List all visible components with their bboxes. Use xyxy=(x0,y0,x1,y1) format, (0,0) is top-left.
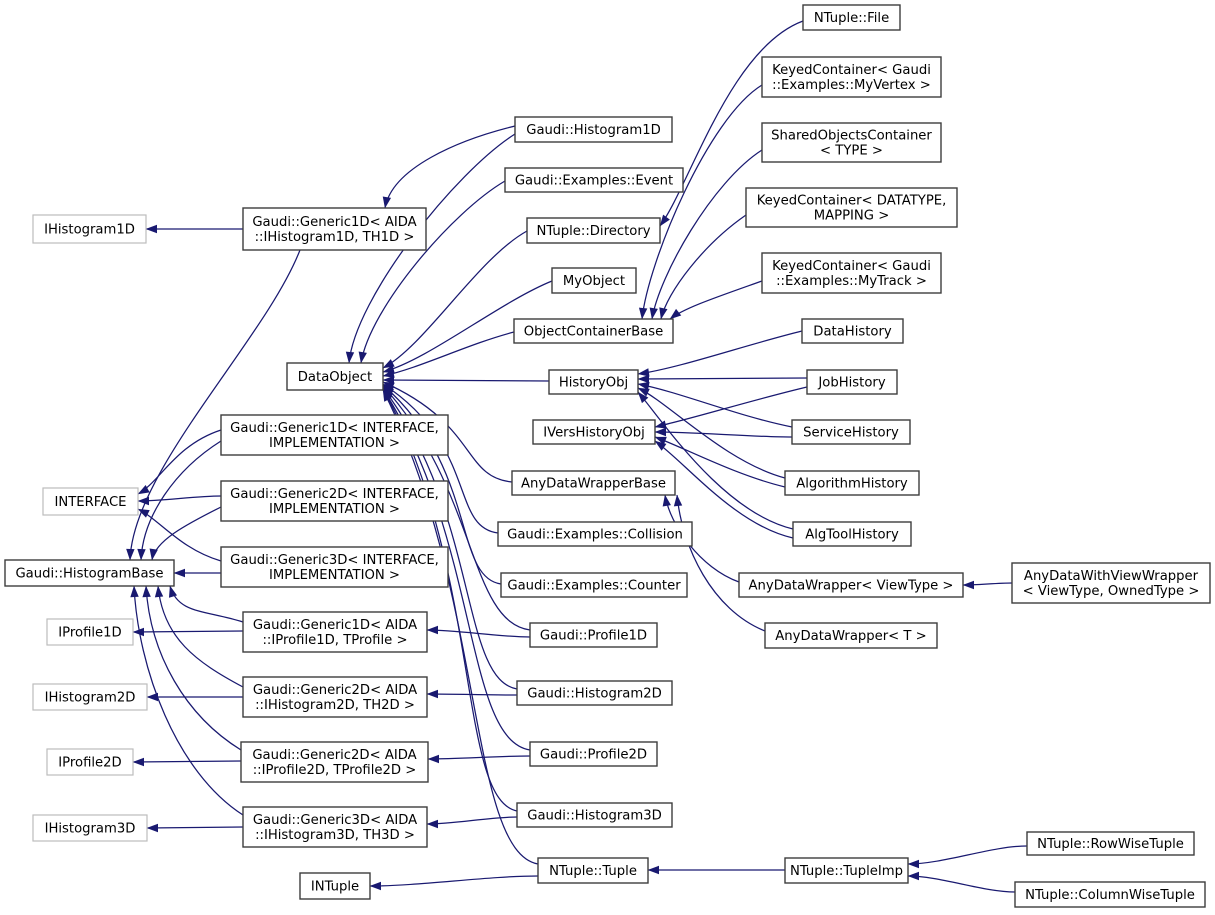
edge-g2d-tprofile2d-to-iprofile2d xyxy=(133,761,241,762)
node-label: ::IHistogram1D, TH1D > xyxy=(254,230,415,246)
edge-algtoolhistory-to-historyobj xyxy=(638,392,793,529)
node-myobject[interactable] xyxy=(552,268,636,293)
node-label: IMPLEMENTATION > xyxy=(269,502,400,518)
edge-g2d-tprofile2d-to-histogrambase xyxy=(146,586,241,750)
node-label: NTuple::Tuple xyxy=(549,864,637,880)
node-label: ::Examples::MyVertex > xyxy=(772,78,931,94)
node-label: INTuple xyxy=(310,879,360,895)
node-interface xyxy=(43,488,138,515)
node-label: ServiceHistory xyxy=(803,425,899,441)
node-histogram2d[interactable] xyxy=(517,681,672,705)
node-label: < TYPE > xyxy=(820,143,883,159)
node-intuple[interactable] xyxy=(300,873,370,899)
node-label: NTuple::RowWiseTuple xyxy=(1037,837,1184,853)
node-label: Gaudi::Histogram1D xyxy=(526,123,661,139)
edge-kc-mytrack-to-objcontbase xyxy=(670,281,762,319)
edge-g2d-ii-to-histogrambase xyxy=(152,507,221,560)
node-adw-viewtype[interactable] xyxy=(739,573,963,597)
node-dataobject[interactable] xyxy=(287,363,383,390)
node-g1d-th1d[interactable] xyxy=(243,208,426,250)
node-label: Gaudi::Generic1D< AIDA xyxy=(252,618,418,634)
nodes-layer xyxy=(5,5,1210,907)
edge-adw-t-to-adwb xyxy=(677,495,765,631)
edge-histogram3d-to-g3d-th3d xyxy=(427,817,517,824)
node-label: Gaudi::Generic3D< INTERFACE, xyxy=(230,553,439,569)
node-jobhistory[interactable] xyxy=(807,370,897,394)
node-label: Gaudi::Generic1D< AIDA xyxy=(252,215,417,231)
node-ihistogram3d xyxy=(33,815,147,841)
node-file[interactable] xyxy=(803,5,900,30)
node-label: SharedObjectsContainer xyxy=(771,128,932,144)
node-histogram1d[interactable] xyxy=(515,117,672,142)
edge-g2d-ii-to-interface xyxy=(138,496,221,501)
node-label: Gaudi::Profile2D xyxy=(539,747,648,763)
node-label: KeyedContainer< Gaudi xyxy=(772,259,931,275)
node-algorithmhistory[interactable] xyxy=(785,471,919,495)
node-label: IHistogram3D xyxy=(44,821,136,837)
node-adwvw[interactable] xyxy=(1012,563,1210,603)
node-columnwise[interactable] xyxy=(1015,882,1205,907)
node-label: Gaudi::Generic2D< INTERFACE, xyxy=(230,487,439,503)
node-label: IHistogram2D xyxy=(44,690,136,706)
edge-adwvw-to-adw-viewtype xyxy=(963,583,1012,585)
node-label: KeyedContainer< DATATYPE, xyxy=(756,193,947,209)
node-label: Gaudi::Examples::Collision xyxy=(507,527,683,543)
node-label: NTuple::ColumnWiseTuple xyxy=(1025,888,1195,904)
node-label: IHistogram1D xyxy=(44,222,135,238)
node-label: NTuple::Directory xyxy=(536,224,651,240)
node-datahistory[interactable] xyxy=(802,319,903,343)
node-label: NTuple::TupleImp xyxy=(790,864,903,880)
node-label: < ViewType, OwnedType > xyxy=(1022,584,1200,600)
node-label: NTuple::File xyxy=(813,11,890,27)
node-g1d-ii[interactable] xyxy=(221,415,448,455)
edge-columnwise-to-tupleimp xyxy=(908,876,1015,892)
node-tupleimp[interactable] xyxy=(785,858,908,883)
node-label: KeyedContainer< Gaudi xyxy=(772,63,931,79)
node-label: AnyDataWithViewWrapper xyxy=(1023,569,1199,585)
edge-g1d-tprofile-to-histogrambase xyxy=(170,586,243,622)
edge-servicehistory-to-ivershistoryobj xyxy=(655,432,792,437)
node-tuple[interactable] xyxy=(538,858,648,883)
edge-kc-datatype-to-objcontbase xyxy=(661,215,746,319)
edge-jobhistory-to-ivershistoryobj xyxy=(655,387,807,427)
node-label: IProfile2D xyxy=(58,755,122,771)
node-label: Gaudi::Profile1D xyxy=(539,628,648,644)
edge-histogram2d-to-g2d-th2d xyxy=(427,694,517,695)
node-profile1d[interactable] xyxy=(530,623,657,647)
node-label: Gaudi::Histogram2D xyxy=(527,686,662,702)
node-label: AnyDataWrapperBase xyxy=(520,476,667,492)
node-label: AnyDataWrapper< T > xyxy=(775,629,927,645)
node-label: MAPPING > xyxy=(813,208,890,224)
node-label: Gaudi::Histogram3D xyxy=(527,808,662,824)
node-g1d-tprofile[interactable] xyxy=(243,612,427,652)
node-servicehistory[interactable] xyxy=(792,420,910,444)
node-collision[interactable] xyxy=(498,522,692,546)
edge-g3d-th3d-to-ihistogram3d xyxy=(147,827,243,828)
node-label: ::IProfile2D, TProfile2D > xyxy=(252,763,417,779)
edge-historyobj-to-dataobject xyxy=(383,380,549,381)
node-g2d-tprofile2d[interactable] xyxy=(241,742,428,782)
edge-jobhistory-to-historyobj xyxy=(638,378,807,379)
node-label: Gaudi::Examples::Event xyxy=(514,173,674,189)
node-g3d-th3d[interactable] xyxy=(243,807,427,847)
node-g2d-th2d[interactable] xyxy=(243,677,427,717)
edge-algorithmhistory-to-historyobj xyxy=(638,388,785,478)
node-label: AlgorithmHistory xyxy=(796,476,908,492)
node-label: ::IHistogram2D, TH2D > xyxy=(255,698,415,714)
node-label: ObjectContainerBase xyxy=(523,324,664,340)
node-histogrambase[interactable] xyxy=(5,560,174,586)
node-directory[interactable] xyxy=(527,218,660,243)
node-iprofile1d xyxy=(47,619,133,645)
node-label: ::IHistogram3D, TH3D > xyxy=(255,828,415,844)
node-label: HistoryObj xyxy=(558,375,629,391)
edge-tuple-to-intuple xyxy=(370,876,538,886)
node-rowwise[interactable] xyxy=(1027,832,1194,855)
node-g2d-ii[interactable] xyxy=(221,481,448,521)
node-kc-datatype[interactable] xyxy=(746,188,957,227)
node-adwb[interactable] xyxy=(512,471,675,495)
node-algtoolhistory[interactable] xyxy=(793,522,911,546)
node-ivershistoryobj[interactable] xyxy=(533,420,655,444)
node-sharedobj[interactable] xyxy=(762,123,941,162)
node-label: ::IProfile1D, TProfile > xyxy=(262,633,408,649)
edge-histogram1d-to-g1d-th1d xyxy=(385,126,515,208)
node-label: INTERFACE xyxy=(54,495,127,511)
node-profile2d[interactable] xyxy=(530,742,657,766)
node-label: Gaudi::Generic2D< AIDA xyxy=(252,748,417,764)
edge-directory-to-dataobject xyxy=(383,231,527,368)
node-ihistogram1d xyxy=(33,215,146,243)
node-label: MyObject xyxy=(562,274,626,290)
node-label: IProfile1D xyxy=(58,625,122,641)
node-g3d-ii[interactable] xyxy=(221,547,448,587)
node-iprofile2d xyxy=(47,749,133,775)
node-label: AnyDataWrapper< ViewType > xyxy=(748,578,954,594)
node-label: Gaudi::Generic1D< INTERFACE, xyxy=(230,421,439,437)
node-label: IMPLEMENTATION > xyxy=(269,568,400,584)
node-label: Gaudi::HistogramBase xyxy=(15,566,164,582)
edge-g1d-tprofile-to-iprofile1d xyxy=(133,631,243,632)
node-kc-myvertex[interactable] xyxy=(762,57,941,97)
edge-g2d-th2d-to-histogrambase xyxy=(158,586,243,687)
node-ihistogram2d xyxy=(33,684,147,710)
node-label: IMPLEMENTATION > xyxy=(269,436,400,452)
node-label: AlgToolHistory xyxy=(805,527,899,543)
node-label: DataHistory xyxy=(813,324,892,340)
edge-g3d-ii-to-interface xyxy=(138,509,221,561)
edge-profile2d-to-g2d-tprofile2d xyxy=(428,756,530,759)
node-histogram3d[interactable] xyxy=(517,803,672,827)
node-historyobj[interactable] xyxy=(549,370,638,394)
edge-rowwise-to-tupleimp xyxy=(908,846,1027,864)
node-label: ::Examples::MyTrack > xyxy=(776,274,927,290)
node-label: Gaudi::Generic2D< AIDA xyxy=(252,683,418,699)
node-label: DataObject xyxy=(297,370,373,386)
node-adw-t[interactable] xyxy=(765,623,937,648)
node-label: IVersHistoryObj xyxy=(543,425,645,441)
node-label: JobHistory xyxy=(818,375,886,391)
node-event[interactable] xyxy=(505,168,683,192)
node-label: Gaudi::Generic3D< AIDA xyxy=(252,813,418,829)
node-counter[interactable] xyxy=(501,573,687,597)
node-objcontbase[interactable] xyxy=(514,319,673,343)
node-label: Gaudi::Examples::Counter xyxy=(507,578,681,594)
node-kc-mytrack[interactable] xyxy=(762,253,941,293)
